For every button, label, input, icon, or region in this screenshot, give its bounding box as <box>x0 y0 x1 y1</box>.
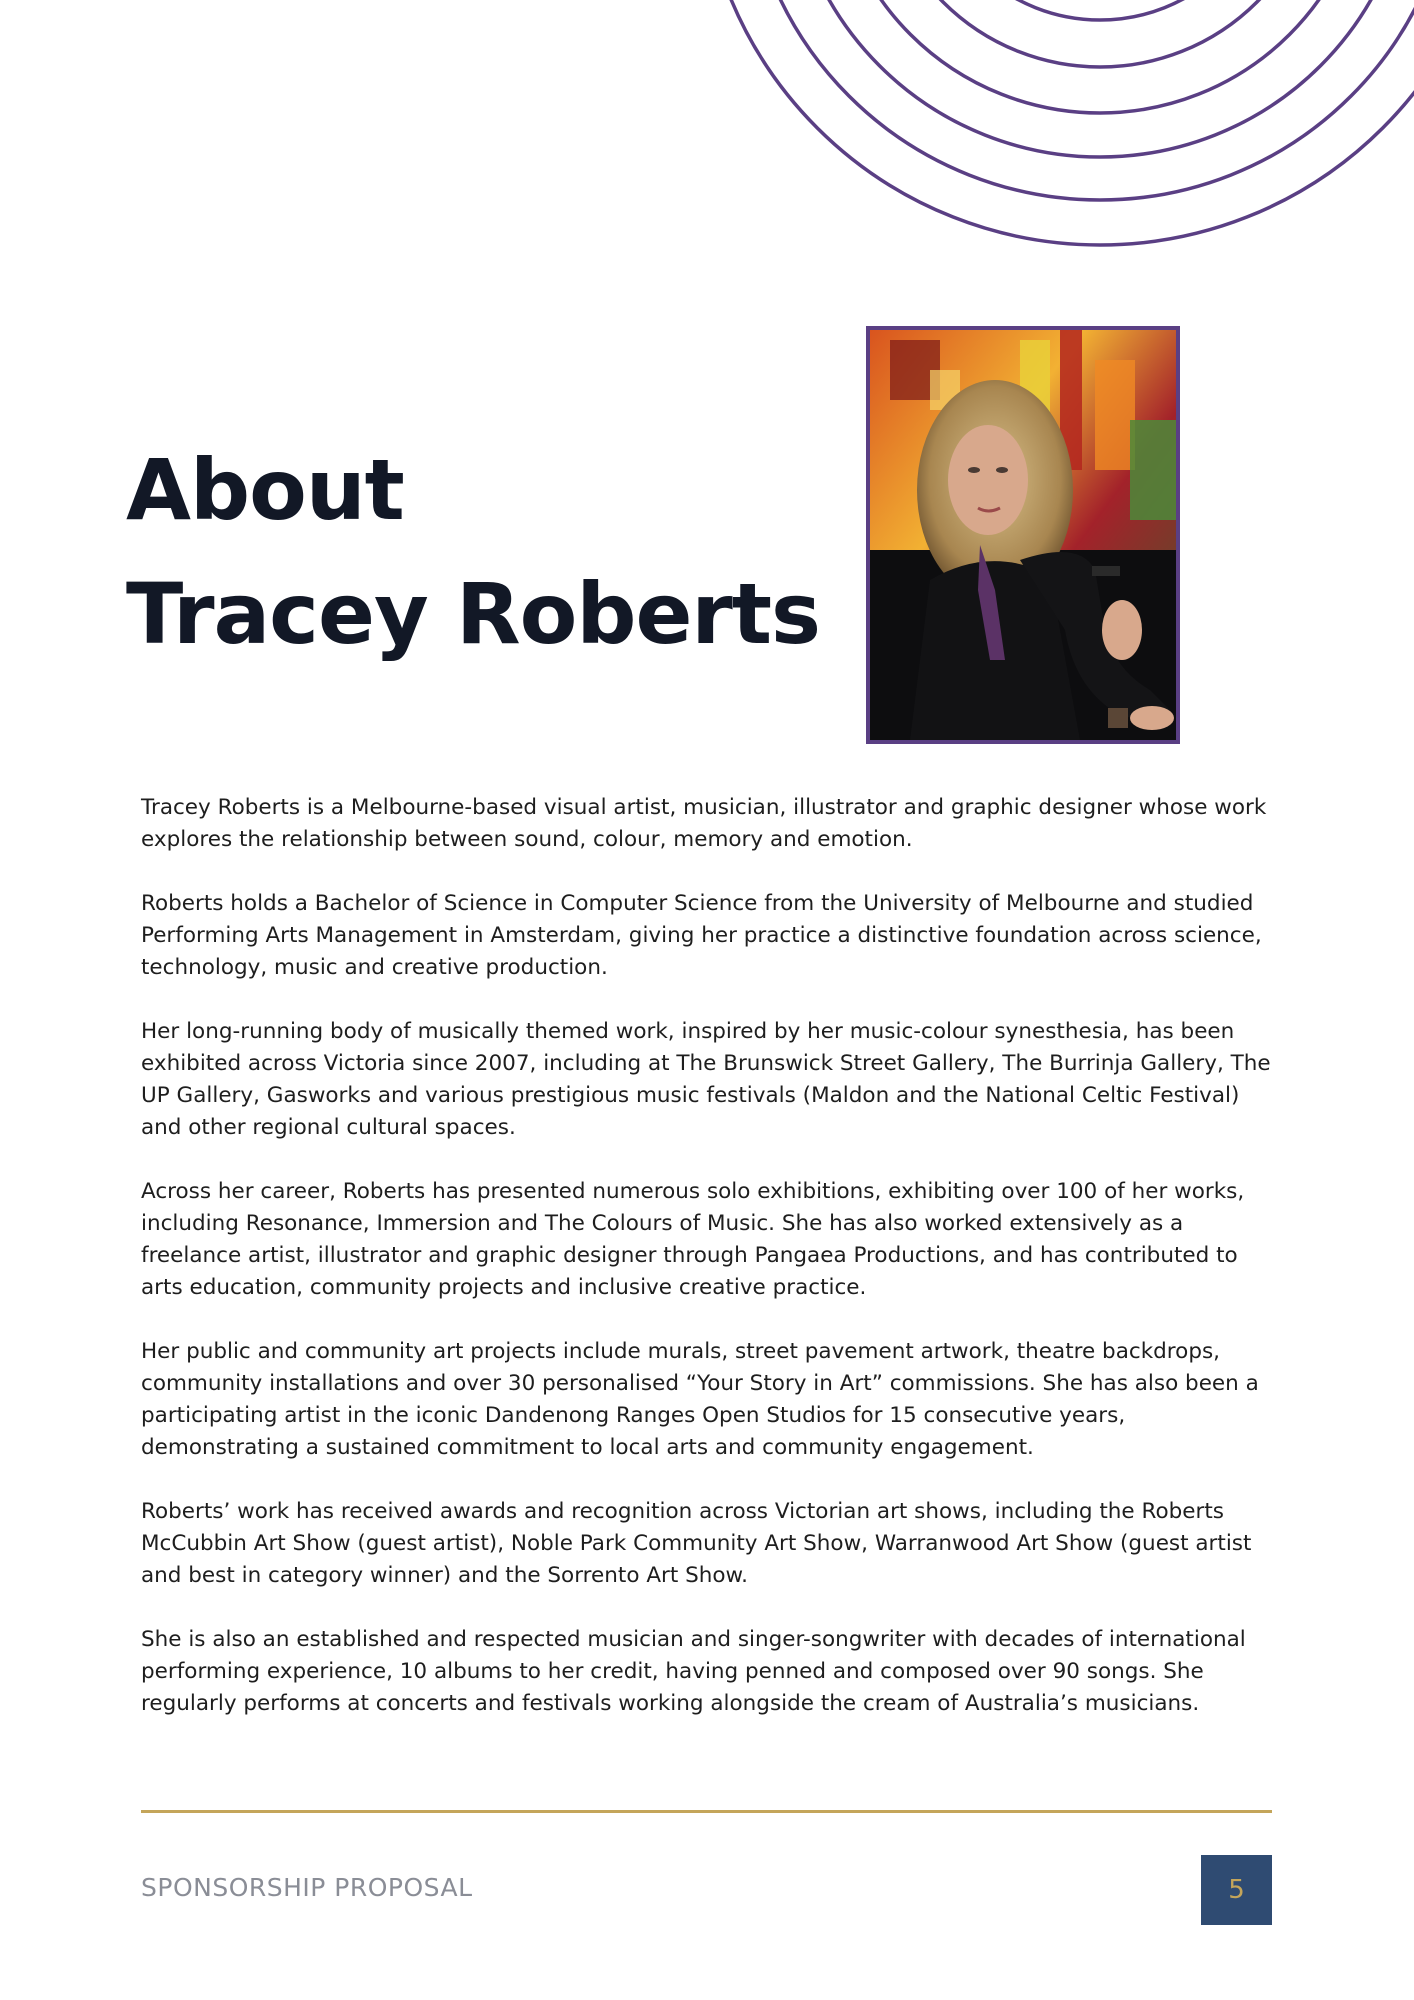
page-number-badge <box>1201 1855 1272 1925</box>
bio-paragraph-education: Roberts holds a Bachelor of Science in Computer Science from the University of Melbourne and studied Performing Arts Management in Amsterdam, giving her practice a distinctive foundation across science, technology, music and creative production. <box>141 891 1262 980</box>
page-number: 5 <box>1228 1875 1245 1905</box>
bio-paragraph-awards: Roberts’ work has received awards and recognition across Victorian art shows, including the Roberts McCubbin Art Show (guest artist), Noble Park Community Art Show, Warranwood Art Show (guest artist and best in category winner) and the Sorrento Art Show. <box>141 1499 1252 1588</box>
page-title-line-1: About <box>126 441 404 539</box>
bio-paragraph-exhibitions: Her long-running body of musically themed work, inspired by her music-colour synesthesia, has been exhibited across Victoria since 2007, including at The Brunswick Street Gallery, The Burrinja Gallery, The UP Gallery, Gasworks and various prestigious music festivals (Maldon and the National Celtic Festival) and other regional cultural spaces. <box>141 1019 1271 1140</box>
footer-label: SPONSORSHIP PROPOSAL <box>141 1873 473 1902</box>
biography-body <box>141 792 1281 1752</box>
bio-paragraph-community: Her public and community art projects include murals, street pavement artwork, theatre backdrops, community installations and over 30 personalised “Your Story in Art” commissions. She has also been a participating artist in the iconic Dandenong Ranges Open Studios for 15 consecutive years, demonstrating a sustained commitment to local arts and community engagement. <box>141 1339 1259 1460</box>
page-title <box>126 428 820 676</box>
footer-divider <box>141 1810 1272 1813</box>
page-title-line-2: Tracey Roberts <box>126 565 821 663</box>
portrait-photo-icon <box>870 330 1176 740</box>
decorative-rings <box>0 0 1414 300</box>
bio-paragraph-career: Across her career, Roberts has presented numerous solo exhibitions, exhibiting over 100 of her works, including Resonance, Immersion and The Colours of Music. She has also worked extensively as a freelance artist, illustrator and graphic designer through Pangaea Productions, and has contributed to arts education, community projects and inclusive creative practice. <box>141 1179 1245 1300</box>
bio-paragraph-music: She is also an established and respected musician and singer-songwriter with decades of international performing experience, 10 albums to her credit, having penned and composed over 90 songs. She regularly performs at concerts and festivals working alongside the cream of Australia’s musicians. <box>141 1627 1246 1716</box>
portrait-photo <box>866 326 1180 744</box>
bio-paragraph-intro: Tracey Roberts is a Melbourne-based visual artist, musician, illustrator and graphic designer whose work explores the relationship between sound, colour, memory and emotion. <box>141 795 1267 852</box>
